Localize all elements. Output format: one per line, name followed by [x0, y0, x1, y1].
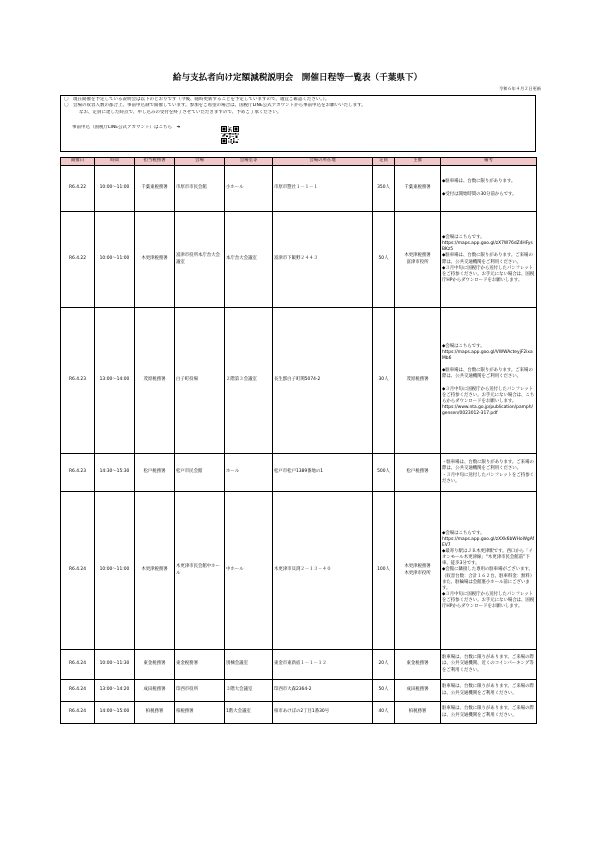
- cell-venue: 白子町役場: [175, 308, 225, 454]
- cell-venue: 富津市役所本庁舎大会議室: [175, 212, 225, 308]
- cell-time: 10:00～11:00: [95, 212, 135, 308]
- cell-date: R6.4.22: [61, 212, 95, 308]
- cell-address: 長生郡白子町関5074-2: [273, 308, 373, 454]
- cell-host: 木更津税務署 富津市役所: [395, 212, 441, 308]
- cell-time: 13:00～14:00: [95, 308, 135, 454]
- cell-office: 東金税務署: [135, 650, 175, 680]
- cell-host: 成田税務署: [395, 680, 441, 702]
- cell-time: 13:00～14:20: [95, 680, 135, 702]
- cell-room: 1階大会議室: [225, 702, 273, 724]
- cell-address: 市原市惣社１－１－１: [273, 166, 373, 212]
- note-line[interactable]: https://maps.app.goo.gl/VWWActeyjF2ixaMb6: [442, 350, 533, 362]
- header-venue: 会場: [175, 158, 225, 166]
- cell-capacity: 350人: [373, 166, 395, 212]
- note-line[interactable]: https://maps.app.goo.gl/zX7W76dZ4HFysBKz5: [442, 241, 533, 253]
- cell-office: 木更津税務署: [135, 492, 175, 650]
- cell-office: 成田税務署: [135, 680, 175, 702]
- cell-date: R6.4.24: [61, 650, 95, 680]
- note-line: ◆３月中旬に国税庁から送付したパンフレットをご持参ください。お手元にない場合は、国税庁HPからダウンロードをお願いします。: [442, 265, 535, 283]
- cell-notes: [441, 650, 537, 680]
- note-line: ◆受付は開始時間の30分前からです。: [442, 191, 517, 197]
- page-title: 給与支払者向け定額減税説明会 開催日程等一覧表（千葉県下）: [172, 73, 423, 83]
- cell-address: 松戸市松戸1389番地の1: [273, 454, 373, 492]
- cell-venue: 木更津市民会館中ホール: [175, 492, 225, 650]
- note-line[interactable]: https://www.nta.go.jp/publication/pamph/gensen/0023012-317.pdf: [442, 404, 533, 416]
- note-line: 駐車場は、台数に限りがあります。ご来場の際は、公共交通機関をご利用ください。: [442, 706, 534, 718]
- cell-notes: [441, 454, 537, 492]
- note-line: ◆駐車場は、台数に限りがあります。: [442, 179, 516, 185]
- cell-venue: 印西市役所: [175, 680, 225, 702]
- note-line: ◆会場はこちらです。: [442, 344, 485, 350]
- cell-capacity: 40人: [373, 702, 395, 724]
- cell-time: 10:00～11:30: [95, 650, 135, 680]
- cell-notes: [441, 492, 537, 650]
- cell-room: 本庁舎大会議室: [225, 212, 273, 308]
- header-date: 開催日: [61, 158, 95, 166]
- cell-capacity: 50人: [373, 212, 395, 308]
- cell-date: R6.4.24: [61, 492, 95, 650]
- cell-address: 印西市大森2364-2: [273, 680, 373, 702]
- note-line: ◆駐車場は、台数に限りがあります。ご来場の際は、公共交通機関をご利用ください。: [442, 368, 533, 380]
- header-time: 時間: [95, 158, 135, 166]
- cell-time: 14:00～15:00: [95, 702, 135, 724]
- cell-host: 千葉東税務署: [395, 166, 441, 212]
- cell-address: 東金市東新宿１－１－１２: [273, 650, 373, 680]
- cell-room: 別棟会議室: [225, 650, 273, 680]
- cell-capacity: 100人: [373, 492, 395, 650]
- note-line: ◆会館に隣接した専用の駐車場がございます。（収容台数：合計１６２台、駐車料金：無料）また、駐輪場は会館裏小ホール前にございます。: [442, 567, 535, 591]
- cell-date: R6.4.23: [61, 454, 95, 492]
- cell-room: ３階大会議室: [225, 680, 273, 702]
- cell-venue: 柏税務署: [175, 702, 225, 724]
- header-address: 会場の所在地: [273, 158, 373, 166]
- notice-box: [60, 95, 536, 152]
- cell-capacity: 50人: [373, 680, 395, 702]
- note-line: ◆３月中旬に国税庁から送付したパンフレットをご持参ください。お手元にない場合は、国税庁HPからダウンロードをお願いします。: [442, 591, 535, 610]
- header-host: 主催: [395, 158, 441, 166]
- cell-host: 東金税務署: [395, 650, 441, 680]
- table-row: [61, 680, 537, 702]
- notice-line-2: 〇 会場の収容人数の都合上、事前申込制で開催しています。参加をご希望の場合は、国税庁LINE公式アカウントから事前申込をお願いいたします。: [64, 103, 366, 109]
- cell-date: R6.4.24: [61, 702, 95, 724]
- note-line: ◆会場はこちらです。: [442, 530, 485, 536]
- cell-date: R6.4.24: [61, 680, 95, 702]
- application-link[interactable]: 事前申込（国税庁LINE公式アカウント）はこちら ➜: [72, 125, 181, 131]
- cell-host: 松戸税務署: [395, 454, 441, 492]
- header-capacity: 定員: [373, 158, 395, 166]
- cell-host: 柏税務署: [395, 702, 441, 724]
- notice-line-1: 〇 現在開催を予定している説明会は以下のとおりです（今後、随時更新することを予定していますので、適宜ご確認ください。）。: [64, 97, 330, 102]
- cell-time: 10:00～11:00: [95, 166, 135, 212]
- cell-host: 茂原税務署: [395, 308, 441, 454]
- cell-room: ホール: [225, 454, 273, 492]
- table-row: [61, 454, 537, 492]
- note-line: ◆３月中旬に国税庁から送付したパンフレットをご持参ください。お手元にない場合は、こちらからダウンロードをお願いします。: [442, 386, 535, 404]
- cell-notes: [441, 212, 537, 308]
- note-line: 駐車場は、台数に限りがあります。ご来場の際は、公共交通機関、近くのコインパーキング等をご利用ください。: [442, 655, 534, 673]
- note-line: ・駐車場は、台数に限りがあります。ご来場の際は、公共交通機関をご利用ください。: [442, 460, 534, 472]
- cell-host: 木更津税務署 木更津市役所: [395, 492, 441, 650]
- note-line: ・３月中旬に送付したパンフレットをご持参ください。: [442, 472, 534, 484]
- cell-capacity: 30人: [373, 308, 395, 454]
- table-row: [61, 702, 537, 724]
- note-line: ◆会場はこちらです。: [442, 235, 485, 241]
- table-row: [61, 492, 537, 650]
- cell-office: 千葉東税務署: [135, 166, 175, 212]
- cell-office: 木更津税務署: [135, 212, 175, 308]
- cell-office: 茂原税務署: [135, 308, 175, 454]
- schedule-table: [60, 157, 537, 724]
- cell-capacity: 500人: [373, 454, 395, 492]
- table-row: [61, 212, 537, 308]
- cell-room: 小ホール: [225, 166, 273, 212]
- cell-notes: [441, 166, 537, 212]
- cell-notes: [441, 680, 537, 702]
- note-line: ◆駐車場は、台数に限りがあります。ご来場の際は、公共交通機関をご利用ください。: [442, 253, 533, 265]
- cell-office: 松戸税務署: [135, 454, 175, 492]
- cell-venue: 松戸市民会館: [175, 454, 225, 492]
- cell-venue: 東金税務署: [175, 650, 225, 680]
- cell-room: 中ホール: [225, 492, 273, 650]
- cell-address: 富津市下飯野２４４３: [273, 212, 373, 308]
- qr-code-icon[interactable]: [221, 126, 239, 144]
- note-line[interactable]: https://maps.app.goo.gl/zXXk6bWHoWgAfEV7: [442, 536, 535, 549]
- cell-date: R6.4.22: [61, 166, 95, 212]
- cell-office: 柏税務署: [135, 702, 175, 724]
- cell-date: R6.4.23: [61, 308, 95, 454]
- note-line: ◆最寄り駅はＪＲ木更津駅です。西口から「イオンモール木更津線」“木更津市民会館前”下車、徒歩3分です。: [442, 549, 533, 567]
- cell-time: 10:00～11:00: [95, 492, 135, 650]
- header-room: 会場室等: [225, 158, 273, 166]
- cell-capacity: 20人: [373, 650, 395, 680]
- cell-address: 柏市あけぼの2丁目1番30号: [273, 702, 373, 724]
- cell-notes: [441, 702, 537, 724]
- cell-room: ２階第３会議室: [225, 308, 273, 454]
- table-row: [61, 166, 537, 212]
- cell-notes: [441, 308, 537, 454]
- notice-line-3: なお、定員に達した時点で、申し込みの受付を終了させていただきますので、予めご了承ください。: [70, 109, 282, 115]
- table-row: [61, 308, 537, 454]
- cell-venue: 市原市市民会館: [175, 166, 225, 212]
- note-line: 駐車場は、台数に限りがあります。ご来場の際は、公共交通機関をご利用ください。: [442, 684, 534, 696]
- header-office: 担当税務署: [135, 158, 175, 166]
- updated-date: 令和６年４月２日更新: [499, 86, 541, 91]
- table-row: [61, 650, 537, 680]
- cell-address: 木更津市貝渕２－１３－４０: [273, 492, 373, 650]
- cell-time: 14:30～15:30: [95, 454, 135, 492]
- table-header-row: [61, 158, 537, 166]
- header-notes: 備考: [441, 158, 537, 166]
